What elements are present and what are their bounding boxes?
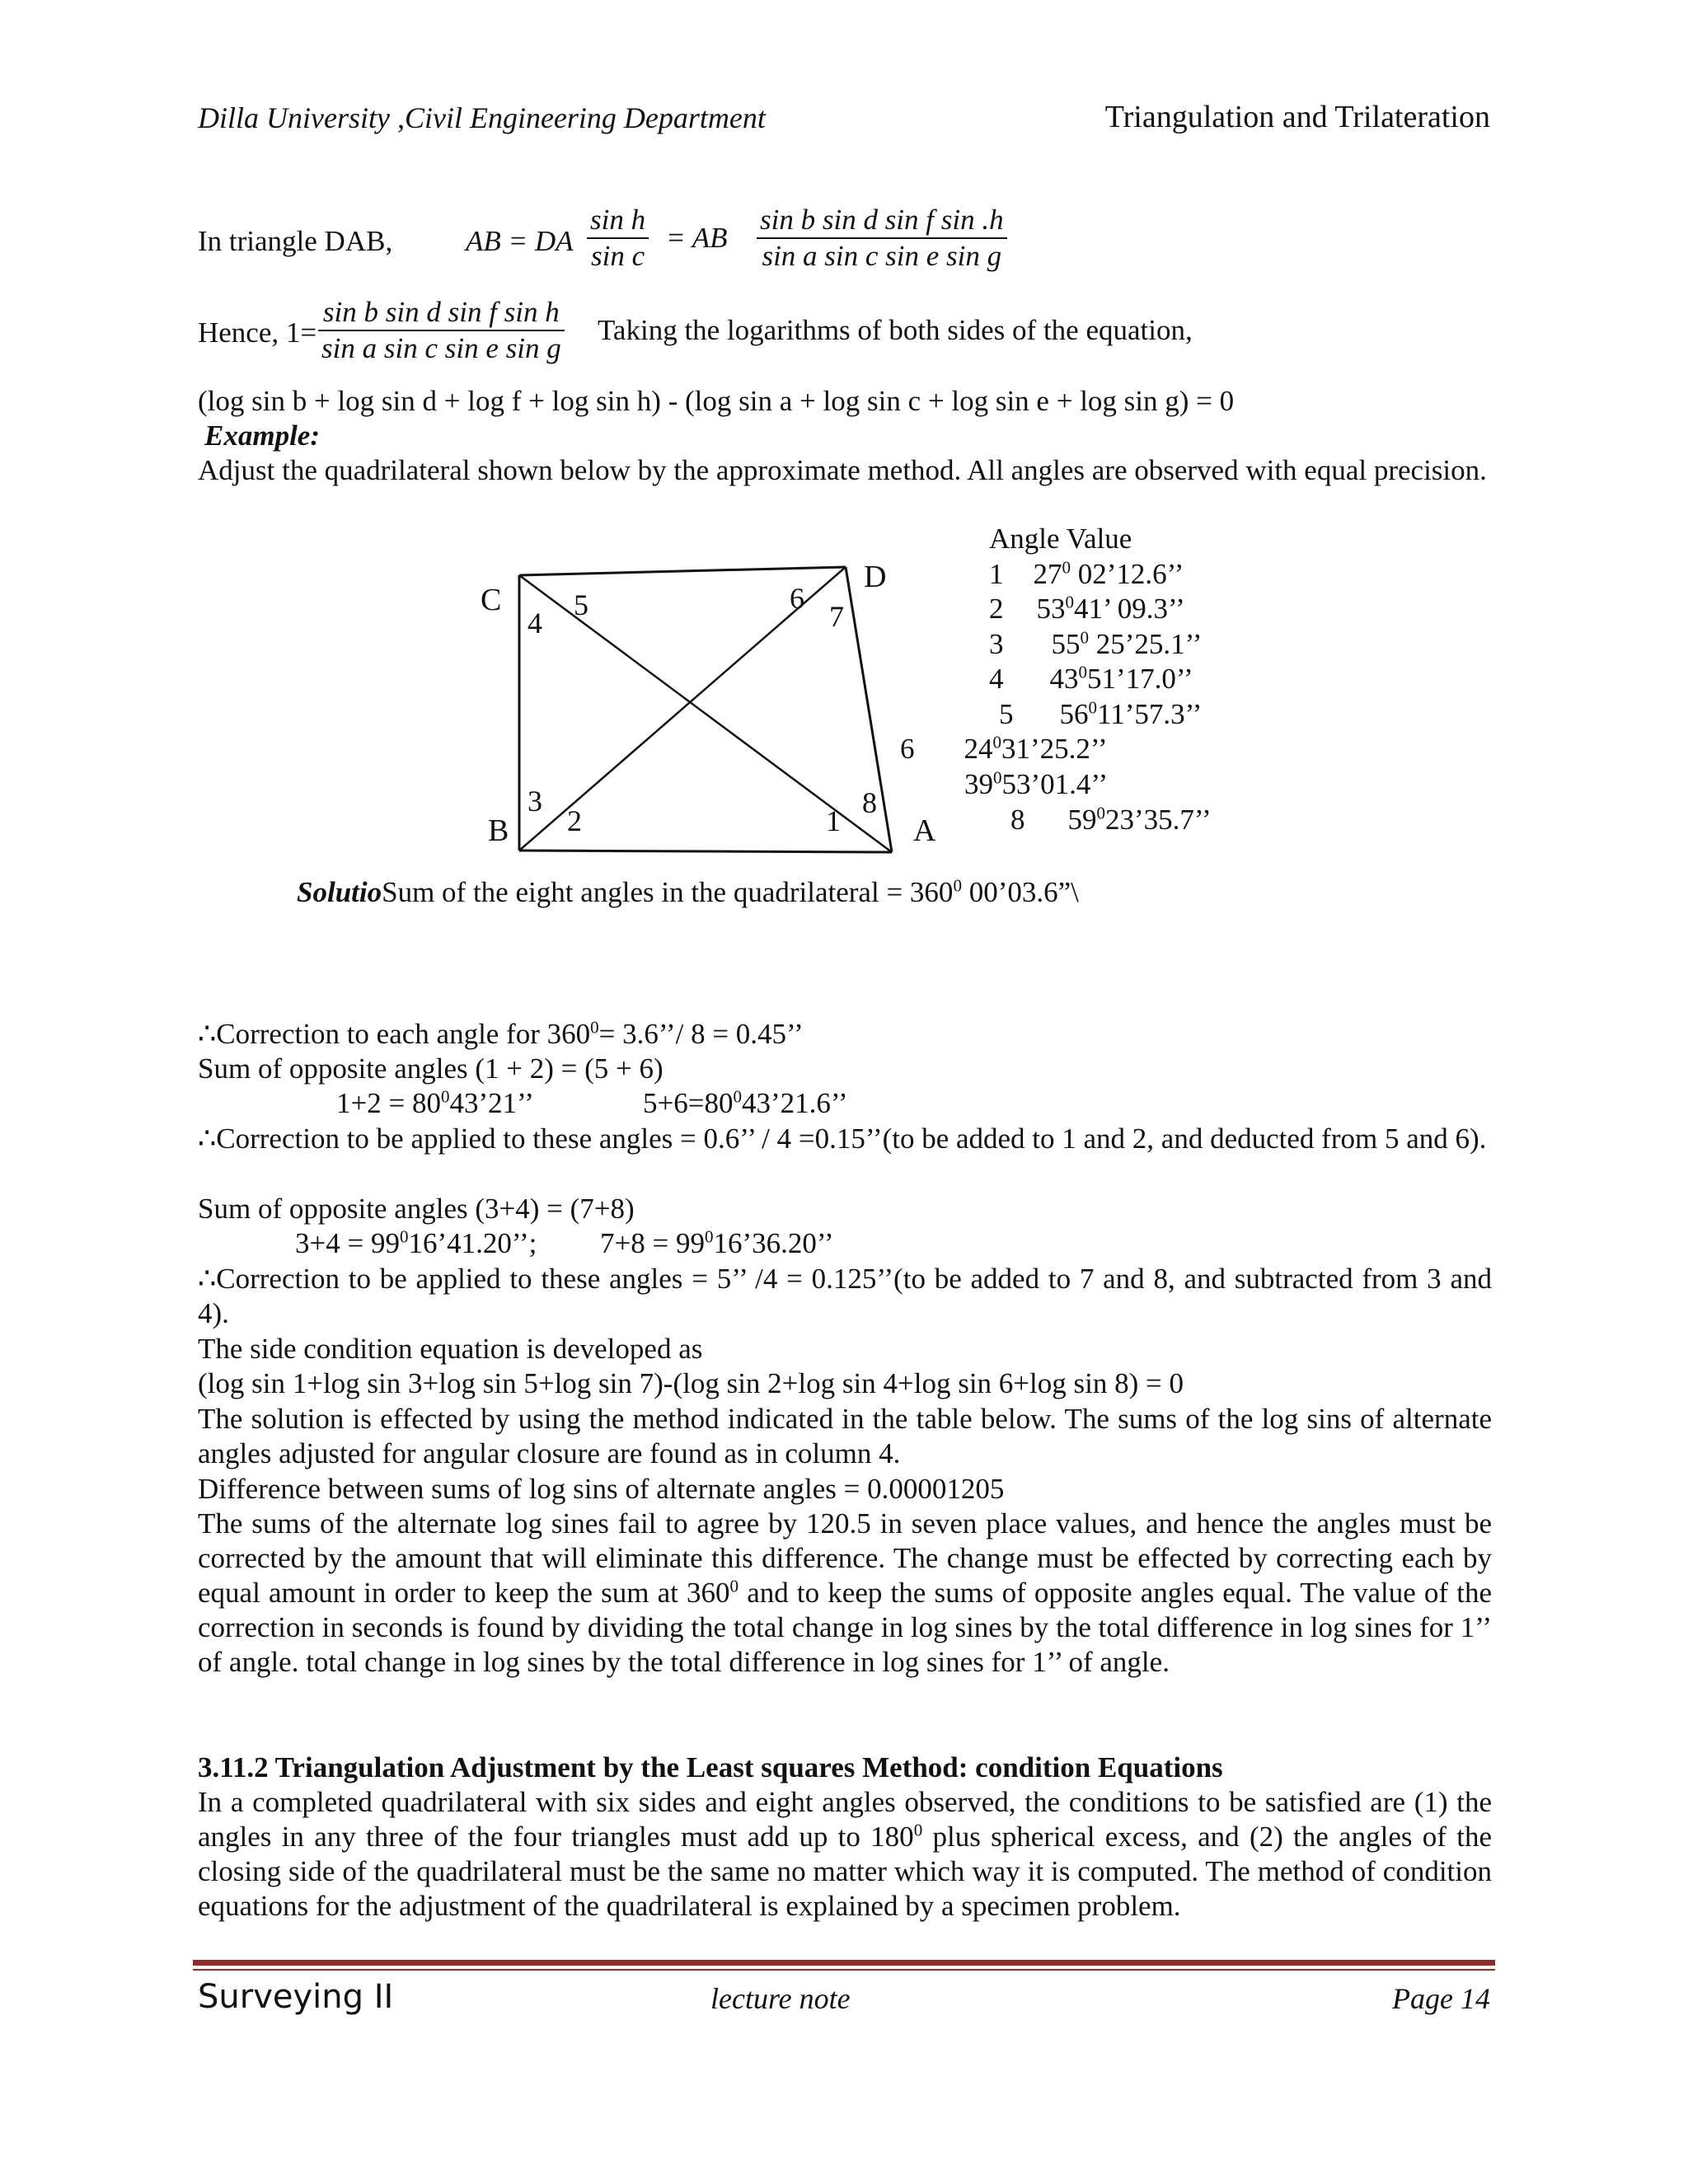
fraction-numerator: sin b sin d sin f sin .h xyxy=(757,203,1007,239)
angle-label-5: 5 xyxy=(574,588,588,621)
solution-label: Solutio xyxy=(297,876,382,908)
solution-sum-text: Sum of the eight angles in the quadrilateral = 360 xyxy=(382,876,954,908)
angle-number: 5 xyxy=(999,698,1014,730)
angle-rest: 23’35.7’’ xyxy=(1105,804,1212,836)
sum-text-end: 43’21’’ xyxy=(449,1087,534,1119)
opposite-sum-7-8 xyxy=(600,1226,834,1261)
side-condition-paragraph: The solution is effected by using the method indicated in the table below. The sums of the log sins of alternate angles adjusted for angular closure are found as in column 4. xyxy=(198,1403,1492,1469)
section-paragraph xyxy=(198,1785,1492,1924)
angle-degrees: 24 xyxy=(964,733,993,765)
footer-rule-thin xyxy=(193,1969,1495,1971)
fraction-sin-h-over-sin-c xyxy=(587,203,649,274)
sum-text-end: 16’41.20’’; xyxy=(408,1227,537,1259)
paragraph-text: The sums of the alternate log sines fail to agree by 120.5 in seven place values, and hence the angles must be corrected by the amount that will eliminate this difference. The change must be effected by correcting each by equal amount in order to keep the sum at 360 xyxy=(198,1507,1492,1609)
correction-angles-3-4 xyxy=(198,1262,1492,1331)
solution-sum-sup: 0 xyxy=(953,875,962,896)
quadrilateral-diagram xyxy=(462,544,940,874)
fraction-numerator: sin h xyxy=(587,203,649,239)
fraction-ab-ratio xyxy=(757,203,1007,274)
angle-number: 4 xyxy=(989,663,1004,695)
angle-number: 2 xyxy=(989,593,1004,625)
paragraph-text-end: plus spherical excess, and (2) the angles of the closing side of the quadrilateral must be the same no matter which way it is computed. The method of condition equations for the adjustment of the quadrilateral is explained by a specimen problem. xyxy=(198,1821,1492,1922)
paragraph-sup: 0 xyxy=(729,1576,739,1596)
opposite-sum-5-6 xyxy=(643,1086,848,1121)
vertex-b: B xyxy=(488,813,509,848)
opposite-sum-3-4 xyxy=(295,1226,537,1261)
fraction-denominator: sin a sin c sin e sin g xyxy=(321,332,561,364)
angle-number: 6 xyxy=(900,733,915,765)
angle-label-3: 3 xyxy=(528,785,542,818)
angle-label-6: 6 xyxy=(790,582,804,615)
fraction-hence xyxy=(318,295,565,366)
angle-degrees: 56 xyxy=(1059,698,1089,730)
vertex-a: A xyxy=(913,813,936,848)
sum-sup: 0 xyxy=(704,1226,714,1247)
footer-rule-thick xyxy=(193,1960,1495,1966)
angle-label-8: 8 xyxy=(862,786,877,819)
angle-row xyxy=(1010,803,1212,838)
angle-row xyxy=(989,627,1202,663)
angle-table-header: Angle Value xyxy=(989,523,1132,555)
angle-row xyxy=(999,697,1202,733)
footer-doc-type: lecture note xyxy=(710,1982,851,2015)
paragraph-text: In a completed quadrilateral with six sides and eight angles observed, the conditions to be satisfied are (1) the angles in any three of the four triangles must add up to 180 xyxy=(198,1786,1492,1853)
sum-sup: 0 xyxy=(440,1086,450,1107)
example-text: Adjust the quadrilateral shown below by the approximate method. All angles are observed with equal precision. xyxy=(198,454,1487,486)
correction-sup: 0 xyxy=(590,1017,599,1038)
angle-degrees: 55 xyxy=(1051,628,1081,660)
degree-sup: 0 xyxy=(1080,627,1089,648)
angle-row xyxy=(900,732,1108,767)
ab-lhs: AB = DA xyxy=(466,225,574,257)
degree-sup: 0 xyxy=(1078,662,1087,682)
angle-rest: 02’12.6’’ xyxy=(1071,558,1184,590)
angle-rest: 11’57.3’’ xyxy=(1097,698,1203,730)
angle-rest: 31’25.2’’ xyxy=(1001,733,1108,765)
angle-rest: 53’01.4’’ xyxy=(1001,768,1109,800)
eq-ab: = AB xyxy=(666,222,728,254)
correction-text: Correction to be applied to these angles = 5’’ /4 = 0.125’’(to be added to 7 and 8, and subtracted from 3 and 4). xyxy=(198,1263,1492,1329)
correction-text: Correction to each angle for 360 xyxy=(216,1018,591,1050)
opposite-angles-1: Sum of opposite angles (1 + 2) = (5 + 6) xyxy=(198,1052,663,1085)
vertex-c: C xyxy=(481,583,502,617)
angle-rest: 25’25.1’’ xyxy=(1089,628,1203,660)
sum-text-end: 16’36.20’’ xyxy=(713,1227,834,1259)
paragraph-text-end: and to keep the sums of opposite angles equal. The value of the correction in seconds is found by dividing the total change in log sines by the total difference in log sines for 1’’ of angle. total change in log sines by the total difference in log sines for 1’’ of angle. xyxy=(198,1577,1492,1678)
angle-degrees: 39 xyxy=(964,768,993,800)
angle-label-1: 1 xyxy=(826,804,841,837)
difference-log-sines: Difference between sums of log sins of alternate angles = 0.00001205 xyxy=(198,1473,1005,1505)
correction-angles-1-2 xyxy=(198,1122,1492,1156)
therefore-symbol: ∴ xyxy=(198,1122,217,1155)
angle-number: 8 xyxy=(1010,804,1025,836)
log-equation: (log sin b + log sin d + log f + log sin h) - (log sin a + log sin c + log sin e + log sin g) = 0 xyxy=(198,385,1235,417)
side-condition-intro: The side condition equation is developed as xyxy=(198,1333,703,1365)
angle-degrees: 59 xyxy=(1067,804,1097,836)
section-heading: 3.11.2 Triangulation Adjustment by the Least squares Method: condition Equations xyxy=(198,1751,1223,1783)
degree-sup: 0 xyxy=(1062,557,1071,578)
side-condition-equation: (log sin 1+log sin 3+log sin 5+log sin 7)-(log sin 2+log sin 4+log sin 6+log sin 8) = 0 xyxy=(198,1367,1184,1399)
angle-row xyxy=(989,592,1185,627)
fraction-numerator: sin b sin d sin f sin h xyxy=(318,295,565,331)
angle-degrees: 27 xyxy=(1033,558,1062,590)
hence-label: Hence, 1= xyxy=(198,316,317,349)
fraction-denominator: sin a sin c sin e sin g xyxy=(762,240,1002,272)
sum-text: 3+4 = 99 xyxy=(295,1227,400,1259)
paragraph-sup: 0 xyxy=(913,1820,923,1840)
fraction-denominator: sin c xyxy=(590,240,645,272)
sum-text: 5+6=80 xyxy=(643,1087,734,1119)
therefore-symbol: ∴ xyxy=(198,1018,217,1050)
side-ab xyxy=(519,851,892,852)
degree-sup: 0 xyxy=(1065,592,1074,612)
opposite-sum-1-2 xyxy=(336,1086,534,1121)
sum-text: 1+2 = 80 xyxy=(336,1087,441,1119)
taking-logs-text: Taking the logarithms of both sides of the equation, xyxy=(598,314,1193,346)
sum-text-end: 43’21.6’’ xyxy=(741,1087,848,1119)
correction-text-end: = 3.6’’/ 8 = 0.45’’ xyxy=(598,1018,804,1050)
angle-degrees: 53 xyxy=(1036,593,1066,625)
angle-row xyxy=(964,767,1108,803)
footer-course: Surveying II xyxy=(198,1978,394,2016)
header-institution: Dilla University ,Civil Engineering Department xyxy=(198,101,766,134)
sum-sup: 0 xyxy=(399,1226,409,1247)
side-cd xyxy=(519,567,846,575)
solution-sum-rest: 00’03.6”\ xyxy=(961,876,1079,908)
sum-text: 7+8 = 99 xyxy=(600,1227,705,1259)
degree-sup: 0 xyxy=(1088,697,1097,718)
footer-page-number: Page 14 xyxy=(1392,1982,1490,2015)
example-heading: Example: xyxy=(204,419,320,452)
sum-sup: 0 xyxy=(733,1086,742,1107)
angle-row xyxy=(989,557,1184,593)
header-title: Triangulation and Trilateration xyxy=(1104,100,1490,134)
angle-degrees: 43 xyxy=(1049,663,1079,695)
angle-rest: 51’17.0’’ xyxy=(1087,663,1193,695)
degree-sup: 0 xyxy=(1096,803,1105,823)
degree-sup: 0 xyxy=(992,732,1001,752)
correction-text: Correction to be applied to these angles = 0.6’’ / 4 =0.15’’(to be added to 1 and 2, and deducted from 5 and 6). xyxy=(216,1122,1487,1155)
correction-each-angle xyxy=(198,1017,804,1052)
therefore-symbol: ∴ xyxy=(198,1263,217,1295)
correction-explanation xyxy=(198,1507,1492,1680)
angle-row xyxy=(989,662,1193,697)
angle-number: 1 xyxy=(989,558,1004,590)
opposite-angles-2: Sum of opposite angles (3+4) = (7+8) xyxy=(198,1193,635,1225)
angle-label-4: 4 xyxy=(528,607,542,640)
angle-label-7: 7 xyxy=(829,600,844,633)
vertex-d: D xyxy=(864,560,887,594)
triangle-label: In triangle DAB, xyxy=(198,225,393,257)
angle-label-2: 2 xyxy=(567,804,582,837)
angle-rest: 41’ 09.3’’ xyxy=(1074,593,1185,625)
degree-sup: 0 xyxy=(993,767,1002,788)
angle-number: 3 xyxy=(989,628,1004,660)
solution-line xyxy=(297,875,1079,910)
